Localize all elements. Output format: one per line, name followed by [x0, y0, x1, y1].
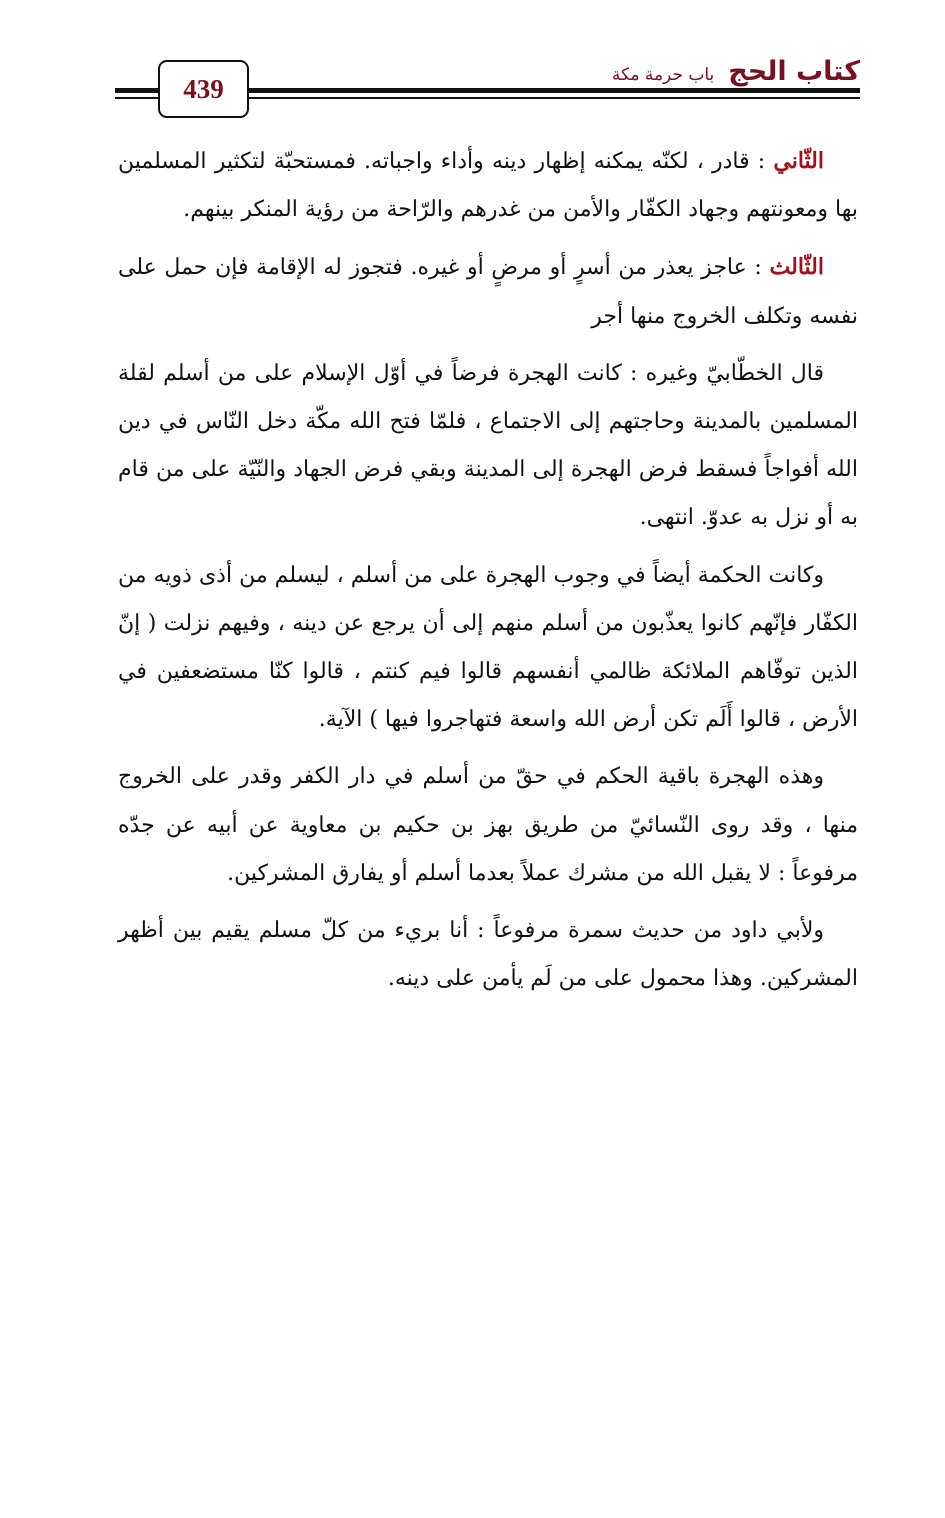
paragraph-third-case [118, 243, 858, 340]
chapter-title: باب حرمة مكة [611, 65, 715, 85]
paragraph-wisdom: وكانت الحكمة أيضاً في وجوب الهجرة على من أسلم ، ليسلم من أذى ذويه من الكفّار فإنّهم كانوا يعذّبون من أسلم منهم إلى أن يرجع عن دينه ، وفيهم نزلت ( إنّ الذين توفّاهم الملائكة ظالمي أنفسهم قالوا فيم كنتم ، قالوا كنّا مستضعفين في الأرض ، قالوا أَلَم تكن أرض الله واسعة فتهاجروا فيها ) الآية. [118, 562, 858, 733]
running-head [612, 56, 860, 87]
paragraph-khattabi: قال الخطّابيّ وغيره : كانت الهجرة فرضاً في أوّل الإسلام على من أسلم لقلة المسلمين بالمدينة وحاجتهم إلى الاجتماع ، فلمّا فتح الله مكّة دخل النّاس في دين الله أفواجاً فسقط فرض الهجرة إلى المدينة وبقي فرض الجهاد والنّيّة على من قام به أو نزل به عدوّ. انتهى. [118, 360, 858, 531]
paragraph-lead-second: الثّاني [773, 148, 824, 174]
page-body [118, 137, 858, 1003]
page-header [115, 50, 860, 120]
paragraph-text: : عاجز يعذر من أسرٍ أو مرضٍ أو غيره. فتجوز له الإقامة فإن حمل على نفسه وتكلف الخروج منها أجر [118, 255, 858, 329]
paragraph-ruling: وهذه الهجرة باقية الحكم في حقّ من أسلم في دار الكفر وقدر على الخروج منها ، وقد روى النّسائيّ من طريق بهز بن حكيم بن معاوية عن أبيه عن جدّه مرفوعاً : لا يقبل الله من مشرك عملاً بعدما أسلم أو يفارق المشركين. [118, 764, 858, 886]
paragraph-text: : قادر ، لكنّه يمكنه إظهار دينه وأداء واجباته. فمستحبّة لتكثير المسلمين بها ومعونتهم وجهاد الكفّار والأمن من غدرهم والرّاحة من رؤية المنكر بينهم. [118, 149, 858, 223]
paragraph-lead-third: الثّالث [769, 254, 824, 281]
book-title: كتاب الحج [728, 56, 860, 87]
paragraph-abu-dawud: ولأبي داود من حديث سمرة مرفوعاً : أنا بريء من كلّ مسلم يقيم بين أظهر المشركين. وهذا محمول على من لَم يأمن على دينه. [118, 918, 858, 992]
paragraph-second-case [118, 137, 858, 234]
page-number: 439 [158, 60, 249, 118]
